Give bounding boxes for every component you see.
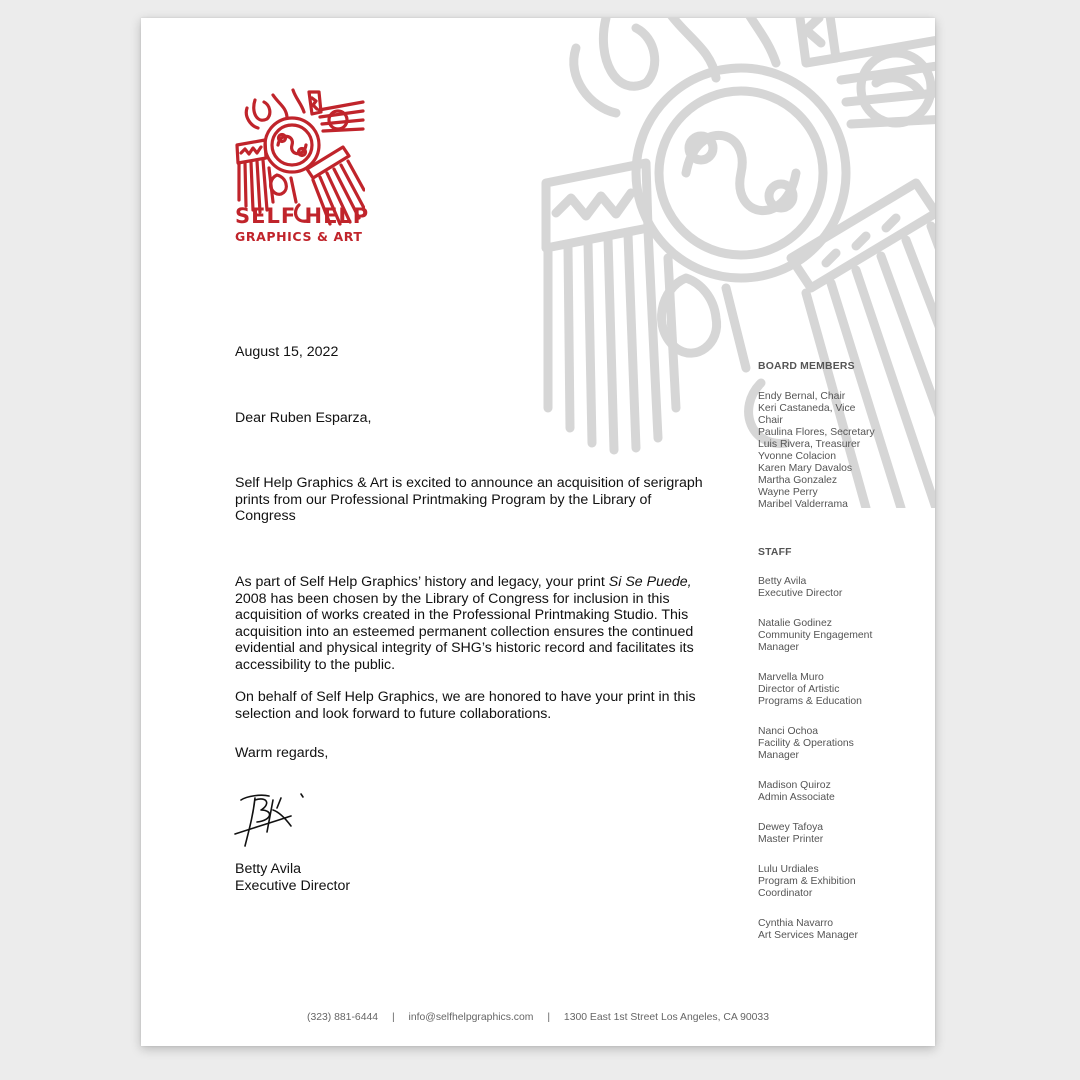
board-member: Wayne Perry <box>758 487 818 498</box>
staff-entry <box>758 576 898 600</box>
board-member: Maribel Valderrama <box>758 499 848 510</box>
staff-name: Lulu Urdiales <box>758 864 819 875</box>
board-member: Martha Gonzalez <box>758 475 838 486</box>
paragraph-2-body: 2008 has been chosen by the Library of Congress for inclusion in this acquisition of works created in the Professional Printmaking Studio. This acquisition into an esteemed permanent collection ensures the continued evidential and physical integrity of SHG’s historic record and facilitates its accessibility to the public. <box>235 590 694 673</box>
board-member: Karen Mary Davalos <box>758 463 853 474</box>
staff-name: Betty Avila <box>758 576 807 587</box>
staff-entry <box>758 618 880 654</box>
staff-role: Master Printer <box>758 834 824 845</box>
staff-role: Program & Exhibition Coordinator <box>758 876 856 899</box>
staff-section <box>758 547 898 960</box>
staff-entry <box>758 672 870 708</box>
letter-paragraph-1: Self Help Graphics & Art is excited to announce an acquisition of serigraph prints from our Professional Printmaking Program by the Library of Congress <box>235 475 703 525</box>
staff-name: Nanci Ochoa <box>758 726 819 737</box>
staff-entry <box>758 822 898 846</box>
staff-entry <box>758 726 863 762</box>
letter-paragraph-2 <box>235 574 705 674</box>
staff-name: Madison Quiroz <box>758 780 831 791</box>
letterhead-footer <box>141 1012 935 1023</box>
staff-role: Facility & Operations Manager <box>758 738 854 761</box>
staff-name: Natalie Godinez <box>758 618 832 629</box>
footer-separator: | <box>547 1012 551 1023</box>
signer-name: Betty Avila <box>235 861 301 877</box>
board-members-list <box>758 391 898 511</box>
staff-name: Marvella Muro <box>758 672 824 683</box>
staff-role: Art Services Manager <box>758 930 858 941</box>
letter-paragraph-3: On behalf of Self Help Graphics, we are honored to have your print in this selection and look forward to future collaborations. <box>235 689 696 722</box>
staff-role: Community Engagement Manager <box>758 630 873 653</box>
logo-wordmark-line2: GRAPHICS & ART <box>235 229 363 244</box>
board-members-section <box>758 361 898 511</box>
logo-wordmark-line1: SELF HELP <box>235 204 370 228</box>
print-title: Si Se Puede, <box>608 574 692 590</box>
staff-role: Director of Artistic Programs & Education <box>758 684 862 707</box>
staff-name: Cynthia Navarro <box>758 918 834 929</box>
handwritten-signature <box>233 788 313 850</box>
staff-role: Admin Associate <box>758 792 835 803</box>
board-member: Yvonne Colacion <box>758 451 836 462</box>
letter-closing: Warm regards, <box>235 745 329 761</box>
board-member: Keri Castaneda, Vice Chair <box>758 403 856 426</box>
letter-page <box>141 18 935 1046</box>
letter-greeting: Dear Ruben Esparza, <box>235 410 372 426</box>
staff-entry <box>758 780 898 804</box>
footer-address: 1300 East 1st Street Los Angeles, CA 90033 <box>563 1012 769 1023</box>
staff-heading: STAFF <box>758 547 792 558</box>
letter-date: August 15, 2022 <box>235 344 339 360</box>
footer-phone: (323) 881-6444 <box>306 1012 379 1023</box>
board-member: Paulina Flores, Secretary <box>758 427 875 438</box>
staff-list <box>758 576 898 942</box>
board-member: Luis Rivera, Treasurer <box>758 439 861 450</box>
board-members-heading: BOARD MEMBERS <box>758 361 855 372</box>
footer-separator: | <box>391 1012 395 1023</box>
staff-name: Dewey Tafoya <box>758 822 824 833</box>
footer-email: info@selfhelpgraphics.com <box>408 1012 534 1023</box>
staff-entry <box>758 918 898 942</box>
staff-role: Executive Director <box>758 588 843 599</box>
staff-entry <box>758 864 866 900</box>
signer-title: Executive Director <box>235 878 351 894</box>
paragraph-2-intro: As part of Self Help Graphics’ history and legacy, your print <box>235 574 609 590</box>
board-member: Endy Bernal, Chair <box>758 391 846 402</box>
